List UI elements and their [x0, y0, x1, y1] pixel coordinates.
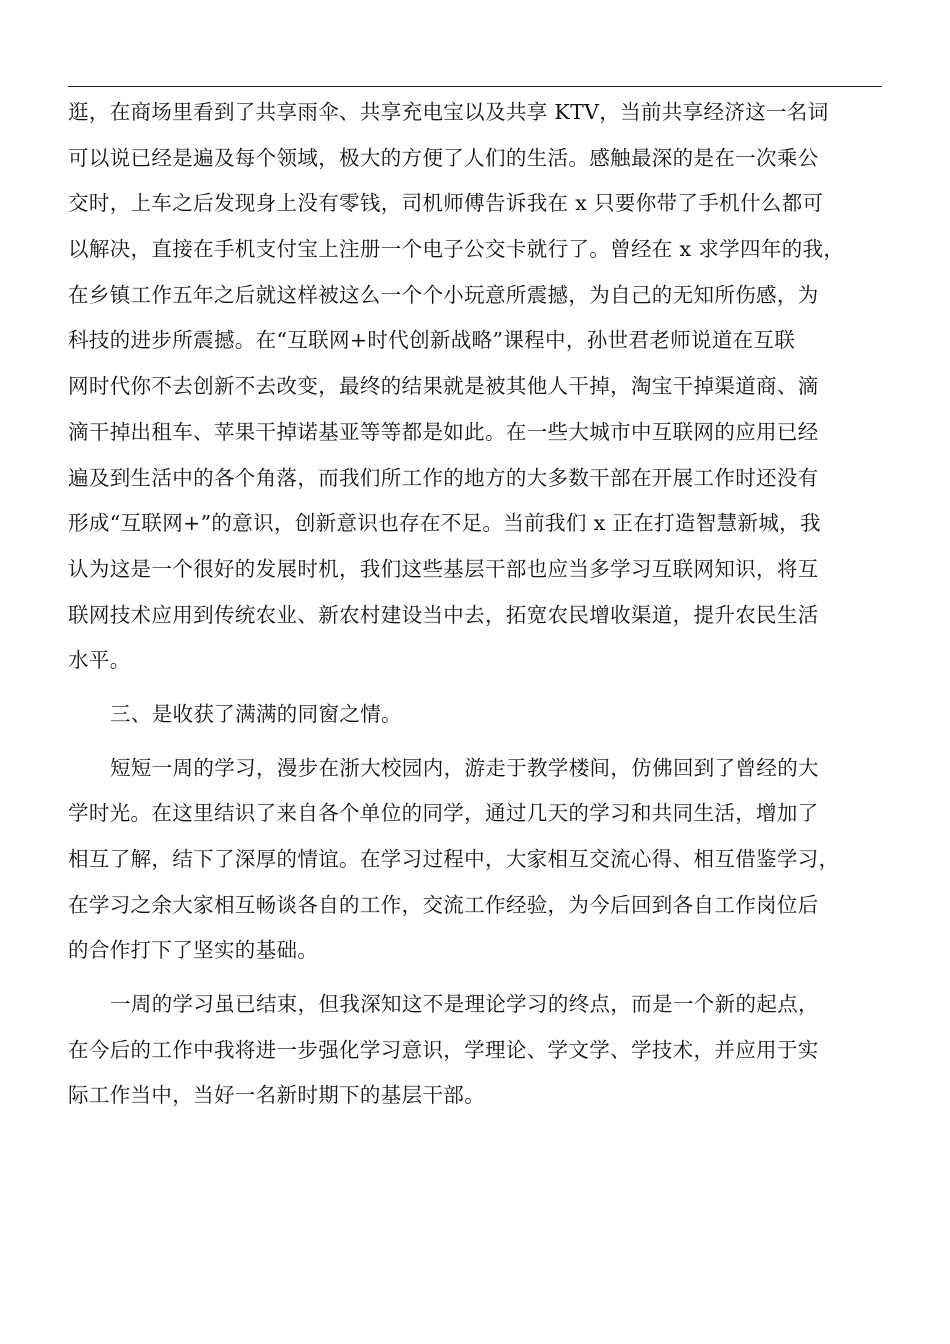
paragraph — [68, 692, 882, 738]
paragraph — [68, 90, 882, 684]
text-line: 在今后的工作中我将进一步强化学习意识，学理论、学文学、学技术，并应用于实 — [68, 1037, 819, 1062]
text-line: 际工作当中，当好一名新时期下的基层干部。 — [68, 1083, 485, 1108]
paragraph-spacer — [68, 684, 882, 692]
text-line: 一周的学习虽已结束，但我深知这不是理论学习的终点，而是一个新的起点， — [110, 992, 819, 1017]
text-line: 短短一周的学习，漫步在浙大校园内，游走于教学楼间，仿佛回到了曾经的大 — [110, 755, 819, 780]
text-line: 交时，上车之后发现身上没有零钱，司机师傅告诉我在 x 只要你带了手机什么都可 — [68, 191, 824, 216]
header-rule — [68, 86, 882, 87]
text-line: 相互了解，结下了深厚的情谊。在学习过程中，大家相互交流心得、相互借鉴学习， — [68, 847, 840, 871]
text-line: 可以说已经是遍及每个领域，极大的方便了人们的生活。感触最深的是在一次乘公 — [68, 145, 819, 170]
text-line: 三、是收获了满满的同窗之情。 — [110, 701, 402, 726]
paragraph — [68, 982, 882, 1119]
text-line: 在乡镇工作五年之后就这样被这么一个个小玩意所震撼，为自己的无知所伤感，为 — [68, 282, 819, 307]
text-line: 联网技术应用到传统农业、新农村建设当中去，拓宽农民增收渠道，提升农民生活 — [68, 602, 819, 627]
text-line: 网时代你不去创新不去改变，最终的结果就是被其他人干掉，淘宝干掉渠道商、滴 — [68, 374, 819, 399]
text-line: 认为这是一个很好的发展时机，我们这些基层干部也应当多学习互联网知识，将互 — [68, 556, 819, 581]
text-line: 科技的进步所震撼。在“互联网+时代创新战略”课程中，孙世君老师说道在互联 — [68, 328, 796, 353]
text-line: 的合作打下了坚实的基础。 — [68, 938, 319, 963]
text-line: 滴干掉出租车、苹果干掉诺基亚等等都是如此。在一些大城市中互联网的应用已经 — [68, 419, 819, 444]
document-body — [68, 90, 882, 1119]
text-line: 遍及到生活中的各个角落，而我们所工作的地方的大多数干部在开展工作时还没有 — [68, 465, 819, 490]
text-line: 逛，在商场里看到了共享雨伞、共享充电宝以及共享 KTV，当前共享经济这一名词 — [68, 100, 829, 124]
paragraph — [68, 746, 882, 974]
text-line: 水平。 — [68, 648, 131, 673]
text-line: 学时光。在这里结识了来自各个单位的同学，通过几天的学习和共同生活，增加了 — [68, 801, 819, 826]
text-line: 以解决，直接在手机支付宝上注册一个电子公交卡就行了。曾经在 x 求学四年的我， — [68, 237, 845, 262]
paragraph-spacer — [68, 738, 882, 746]
text-line: 形成“互联网+”的意识，创新意识也存在不足。当前我们 x 正在打造智慧新城，我 — [68, 511, 821, 536]
paragraph-spacer — [68, 974, 882, 982]
text-line: 在学习之余大家相互畅谈各自的工作，交流工作经验，为今后回到各自工作岗位后 — [68, 892, 819, 917]
